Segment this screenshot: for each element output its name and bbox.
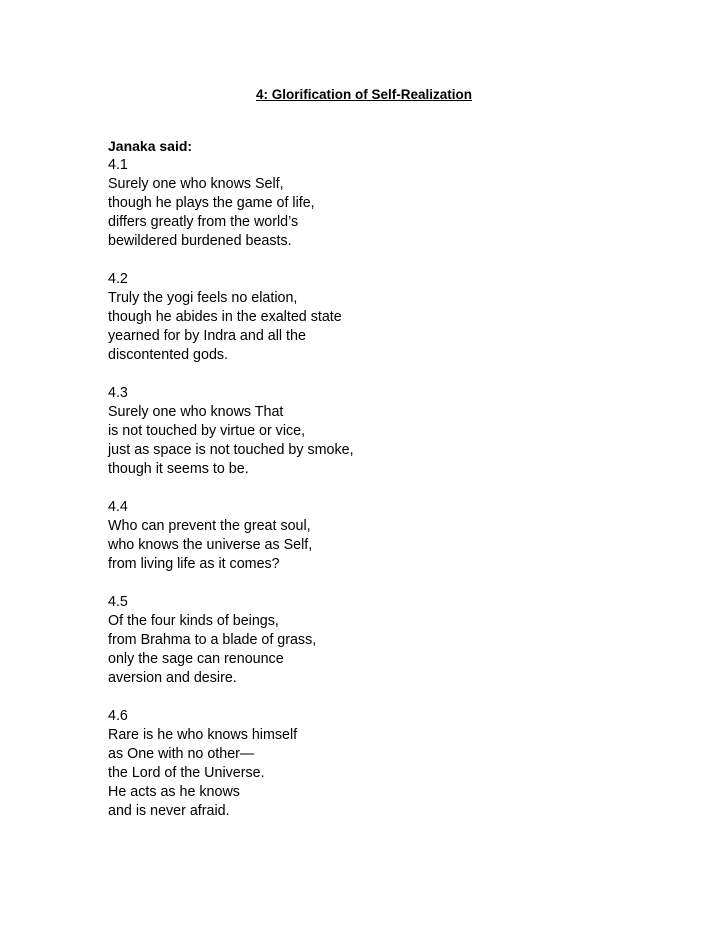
speaker-label: Janaka said: — [108, 138, 193, 154]
verse — [108, 270, 628, 365]
verse — [108, 593, 628, 688]
verse — [108, 707, 628, 821]
verse-line: is not touched by virtue or vice, — [108, 423, 306, 439]
verse-line: Truly the yogi feels no elation, — [108, 290, 298, 306]
verse-number: 4.4 — [108, 499, 128, 515]
verse-number: 4.6 — [108, 708, 128, 724]
verse-number: 4.3 — [108, 385, 128, 401]
verse-line: the Lord of the Universe. — [108, 765, 265, 781]
verse — [108, 156, 628, 251]
verse-line: and is never afraid. — [108, 803, 230, 819]
verse-line: just as space is not touched by smoke, — [108, 442, 354, 458]
verse-line: Who can prevent the great soul, — [108, 518, 311, 534]
verse-number: 4.2 — [108, 271, 128, 287]
chapter-title: 4: Glorification of Self-Realization — [255, 87, 473, 102]
verse — [108, 498, 628, 574]
verse-line: though he plays the game of life, — [108, 195, 315, 211]
verse-line: who knows the universe as Self, — [108, 537, 313, 553]
verse-line: only the sage can renounce — [108, 651, 284, 667]
verse-line: discontented gods. — [108, 347, 229, 363]
verse-line: yearned for by Indra and all the — [108, 328, 306, 344]
verse-number: 4.5 — [108, 594, 128, 610]
verse-line: He acts as he knows — [108, 784, 240, 800]
verse-line: Of the four kinds of beings, — [108, 613, 279, 629]
chapter-body — [108, 137, 628, 840]
verse-line: Surely one who knows Self, — [108, 176, 284, 192]
verse-line: differs greatly from the world’s — [108, 214, 299, 230]
verse-number: 4.1 — [108, 157, 128, 173]
verse-line: as One with no other— — [108, 746, 255, 762]
verse-line: Rare is he who knows himself — [108, 727, 298, 743]
verse-line: though he abides in the exalted state — [108, 309, 342, 325]
verse-line: bewildered burdened beasts. — [108, 233, 292, 249]
verse — [108, 384, 628, 479]
verse-line: though it seems to be. — [108, 461, 249, 477]
verse-line: aversion and desire. — [108, 670, 237, 686]
verse-line: from living life as it comes? — [108, 556, 280, 572]
verse-line: from Brahma to a blade of grass, — [108, 632, 317, 648]
verse-line: Surely one who knows That — [108, 404, 284, 420]
